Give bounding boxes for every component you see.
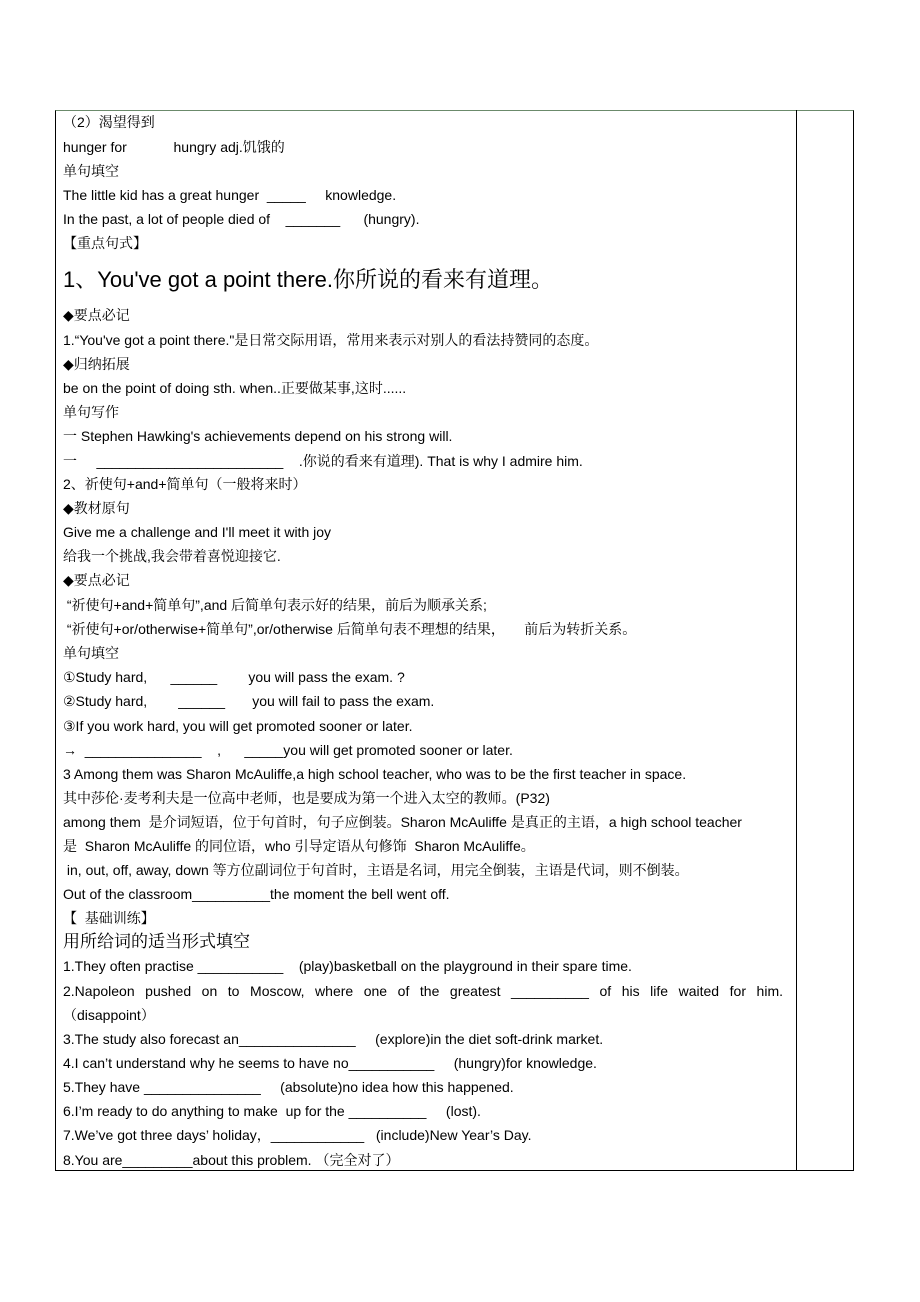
text-line: ②Study hard, ______ you will fail to pass the exam. [63,693,435,709]
exercise-item: （disappoint） [63,1007,155,1023]
text-line: ◆要点必记 [63,572,130,588]
text-line: 单句写作 [63,404,119,420]
text-line: “祈使句+and+简单句”,and 后简单句表示好的结果，前后为顺承关系; [63,597,487,613]
text-line: ◆要点必记 [63,307,130,323]
text-line: ◆教材原句 [63,500,130,516]
text-line: → _______________ , _____you will get promoted sooner or later. [63,742,513,758]
text-line: ①Study hard, ______ you will pass the exam. ? [63,669,405,685]
text-line: hunger for hungry adj.饥饿的 [63,139,285,155]
text-line: The little kid has a great hunger _____ knowledge. [63,187,397,203]
key-sentence-heading: 1、You've got a point there.你所说的看来有道理。 [63,267,554,292]
exercise-item: 3.The study also forecast an_______________ (explore)in the diet soft-drink market. [63,1031,604,1047]
text-line: In the past, a lot of people died of _______ (hungry). [63,211,420,227]
text-line: 2、祈使句+and+简单句（一般将来时） [63,476,307,492]
section-heading: 【重点句式】 [63,235,147,251]
column-divider [796,110,797,1171]
text-line: 3 Among them was Sharon McAuliffe,a high school teacher, who was to be the first teacher in space. [63,766,687,782]
exercise-item: 4.I can’t understand why he seems to have no___________ (hungry)for knowledge. [63,1055,597,1071]
text-line: 单句填空 [63,163,119,179]
exercise-heading: 用所给词的适当形式填空 [63,932,250,951]
exercise-item: 8.You are_________about this problem. （完全对了） [63,1152,400,1168]
exercise-item: 6.I’m ready to do anything to make up for the __________ (lost). [63,1103,481,1119]
section-heading: 【 基础训练】 [63,910,155,926]
exercise-item: 5.They have _______________ (absolute)no idea how this happened. [63,1079,514,1095]
exercise-item: 7.We’ve got three days’ holiday，____________ (include)New Year’s Day. [63,1127,532,1143]
text-line: be on the point of doing sth. when..正要做某事,这时...... [63,380,407,396]
text-line: 单句填空 [63,645,119,661]
text-line: Out of the classroom__________the moment the bell went off. [63,886,450,902]
text-line: 其中莎伦·麦考利夫是一位高中老师，也是要成为第一个进入太空的教师。(P32) [63,790,550,806]
text-line: 1.“You've got a point there."是日常交际用语，常用来表示对别人的看法持赞同的态度。 [63,332,599,348]
text-line: “祈使句+or/otherwise+简单句”,or/otherwise 后简单句表不理想的结果， 前后为转折关系。 [63,621,637,637]
exercise-item: 1.They often practise ___________ (play)basketball on the playground in their spare time. [63,958,632,974]
text-line: 是 Sharon McAuliffe 的同位语，who 引导定语从句修饰 Sharon McAuliffe。 [63,838,535,854]
text-line: 一 Stephen Hawking's achievements depend on his strong will. [63,428,453,444]
text-line: ◆归纳拓展 [63,356,130,372]
text-line: ③If you work hard, you will get promoted sooner or later. [63,718,413,734]
text-line: in, out, off, away, down 等方位副词位于句首时，主语是名词，用完全倒装，主语是代词，则不倒装。 [63,862,689,878]
text-line: （2）渴望得到 [63,114,155,130]
text-line: among them 是介词短语，位于句首时，句子应倒装。Sharon McAuliffe 是真正的主语，a high school teacher [63,814,742,830]
text-line: Give me a challenge and I'll meet it with joy [63,524,332,540]
exercise-item: 2.Napoleon pushed on to Moscow, where one of the greatest __________ of his life waited for him. [63,983,783,999]
text-line: 一 ________________________ .你说的看来有道理). That is why I admire him. [63,453,583,469]
text-line: 给我一个挑战,我会带着喜悦迎接它. [63,548,281,564]
